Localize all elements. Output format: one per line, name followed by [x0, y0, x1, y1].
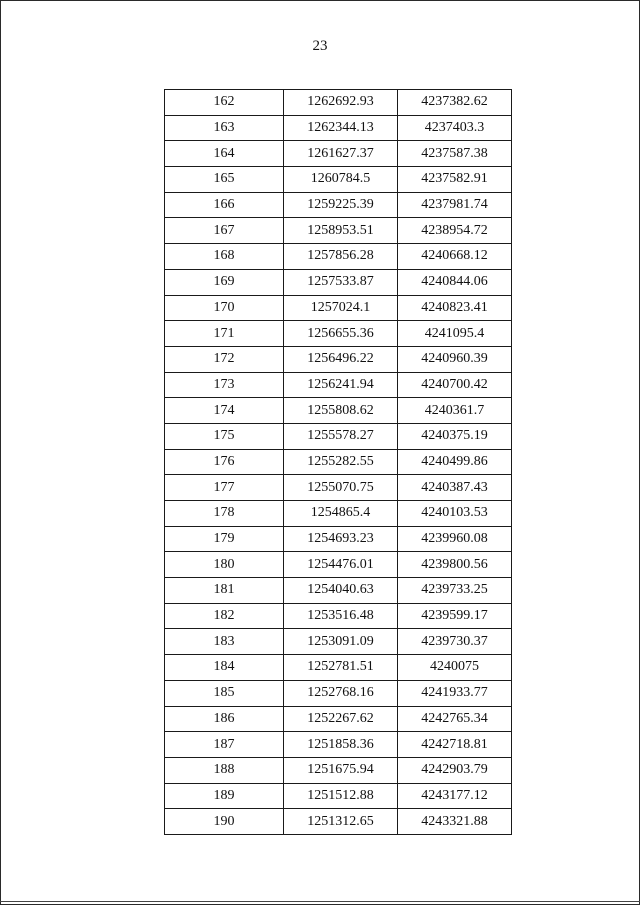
x-coordinate-cell: 1254476.01 [284, 552, 398, 578]
x-coordinate-cell: 1262344.13 [284, 115, 398, 141]
y-coordinate-cell: 4242765.34 [398, 706, 512, 732]
x-coordinate-cell: 1254040.63 [284, 578, 398, 604]
y-coordinate-cell: 4240844.06 [398, 269, 512, 295]
y-coordinate-cell: 4240499.86 [398, 449, 512, 475]
point-number-cell: 177 [165, 475, 284, 501]
x-coordinate-cell: 1252768.16 [284, 680, 398, 706]
x-coordinate-cell: 1262692.93 [284, 90, 398, 116]
table-row [165, 603, 512, 629]
point-number-cell: 186 [165, 706, 284, 732]
x-coordinate-cell: 1256241.94 [284, 372, 398, 398]
point-number-cell: 167 [165, 218, 284, 244]
table-row [165, 501, 512, 527]
table-row [165, 526, 512, 552]
table-row [165, 783, 512, 809]
y-coordinate-cell: 4240361.7 [398, 398, 512, 424]
point-number-cell: 185 [165, 680, 284, 706]
x-coordinate-cell: 1258953.51 [284, 218, 398, 244]
table-row [165, 423, 512, 449]
y-coordinate-cell: 4237981.74 [398, 192, 512, 218]
y-coordinate-cell: 4241933.77 [398, 680, 512, 706]
point-number-cell: 165 [165, 167, 284, 193]
table-row [165, 757, 512, 783]
y-coordinate-cell: 4239730.37 [398, 629, 512, 655]
y-coordinate-cell: 4240075 [398, 655, 512, 681]
table-row [165, 218, 512, 244]
table-row [165, 269, 512, 295]
table-row [165, 475, 512, 501]
table-row [165, 192, 512, 218]
x-coordinate-cell: 1252267.62 [284, 706, 398, 732]
x-coordinate-cell: 1251512.88 [284, 783, 398, 809]
point-number-cell: 176 [165, 449, 284, 475]
y-coordinate-cell: 4240103.53 [398, 501, 512, 527]
table-row [165, 629, 512, 655]
y-coordinate-cell: 4240700.42 [398, 372, 512, 398]
x-coordinate-cell: 1261627.37 [284, 141, 398, 167]
point-number-cell: 164 [165, 141, 284, 167]
table-row [165, 732, 512, 758]
x-coordinate-cell: 1256496.22 [284, 346, 398, 372]
point-number-cell: 187 [165, 732, 284, 758]
table-row [165, 167, 512, 193]
x-coordinate-cell: 1254693.23 [284, 526, 398, 552]
point-number-cell: 168 [165, 244, 284, 270]
y-coordinate-cell: 4242903.79 [398, 757, 512, 783]
table-row [165, 115, 512, 141]
x-coordinate-cell: 1255578.27 [284, 423, 398, 449]
coordinates-table [164, 89, 512, 835]
y-coordinate-cell: 4240375.19 [398, 423, 512, 449]
point-number-cell: 189 [165, 783, 284, 809]
point-number-cell: 170 [165, 295, 284, 321]
y-coordinate-cell: 4240823.41 [398, 295, 512, 321]
table-row [165, 141, 512, 167]
y-coordinate-cell: 4242718.81 [398, 732, 512, 758]
y-coordinate-cell: 4240387.43 [398, 475, 512, 501]
table-row [165, 449, 512, 475]
y-coordinate-cell: 4239960.08 [398, 526, 512, 552]
y-coordinate-cell: 4240960.39 [398, 346, 512, 372]
table-row [165, 295, 512, 321]
point-number-cell: 182 [165, 603, 284, 629]
page-bottom-divider [0, 901, 640, 902]
table-row [165, 346, 512, 372]
table-row [165, 578, 512, 604]
table-row [165, 809, 512, 835]
point-number-cell: 166 [165, 192, 284, 218]
x-coordinate-cell: 1255808.62 [284, 398, 398, 424]
x-coordinate-cell: 1257856.28 [284, 244, 398, 270]
x-coordinate-cell: 1257533.87 [284, 269, 398, 295]
table-row [165, 244, 512, 270]
table-row [165, 398, 512, 424]
table-row [165, 655, 512, 681]
point-number-cell: 175 [165, 423, 284, 449]
y-coordinate-cell: 4239599.17 [398, 603, 512, 629]
coordinates-table-body [165, 90, 512, 835]
table-row [165, 321, 512, 347]
x-coordinate-cell: 1252781.51 [284, 655, 398, 681]
point-number-cell: 178 [165, 501, 284, 527]
x-coordinate-cell: 1253091.09 [284, 629, 398, 655]
point-number-cell: 190 [165, 809, 284, 835]
table-row [165, 552, 512, 578]
x-coordinate-cell: 1253516.48 [284, 603, 398, 629]
y-coordinate-cell: 4243177.12 [398, 783, 512, 809]
y-coordinate-cell: 4237403.3 [398, 115, 512, 141]
x-coordinate-cell: 1251312.65 [284, 809, 398, 835]
point-number-cell: 173 [165, 372, 284, 398]
x-coordinate-cell: 1257024.1 [284, 295, 398, 321]
table-row [165, 372, 512, 398]
table-row [165, 90, 512, 116]
y-coordinate-cell: 4237587.38 [398, 141, 512, 167]
y-coordinate-cell: 4240668.12 [398, 244, 512, 270]
x-coordinate-cell: 1255070.75 [284, 475, 398, 501]
point-number-cell: 183 [165, 629, 284, 655]
x-coordinate-cell: 1256655.36 [284, 321, 398, 347]
x-coordinate-cell: 1254865.4 [284, 501, 398, 527]
point-number-cell: 162 [165, 90, 284, 116]
point-number-cell: 169 [165, 269, 284, 295]
x-coordinate-cell: 1251858.36 [284, 732, 398, 758]
point-number-cell: 181 [165, 578, 284, 604]
table-row [165, 680, 512, 706]
y-coordinate-cell: 4239733.25 [398, 578, 512, 604]
point-number-cell: 179 [165, 526, 284, 552]
point-number-cell: 184 [165, 655, 284, 681]
y-coordinate-cell: 4238954.72 [398, 218, 512, 244]
table-row [165, 706, 512, 732]
point-number-cell: 171 [165, 321, 284, 347]
point-number-cell: 172 [165, 346, 284, 372]
y-coordinate-cell: 4243321.88 [398, 809, 512, 835]
y-coordinate-cell: 4241095.4 [398, 321, 512, 347]
x-coordinate-cell: 1259225.39 [284, 192, 398, 218]
y-coordinate-cell: 4239800.56 [398, 552, 512, 578]
point-number-cell: 188 [165, 757, 284, 783]
x-coordinate-cell: 1251675.94 [284, 757, 398, 783]
x-coordinate-cell: 1255282.55 [284, 449, 398, 475]
page-number: 23 [312, 38, 328, 54]
point-number-cell: 174 [165, 398, 284, 424]
x-coordinate-cell: 1260784.5 [284, 167, 398, 193]
y-coordinate-cell: 4237382.62 [398, 90, 512, 116]
y-coordinate-cell: 4237582.91 [398, 167, 512, 193]
point-number-cell: 180 [165, 552, 284, 578]
point-number-cell: 163 [165, 115, 284, 141]
